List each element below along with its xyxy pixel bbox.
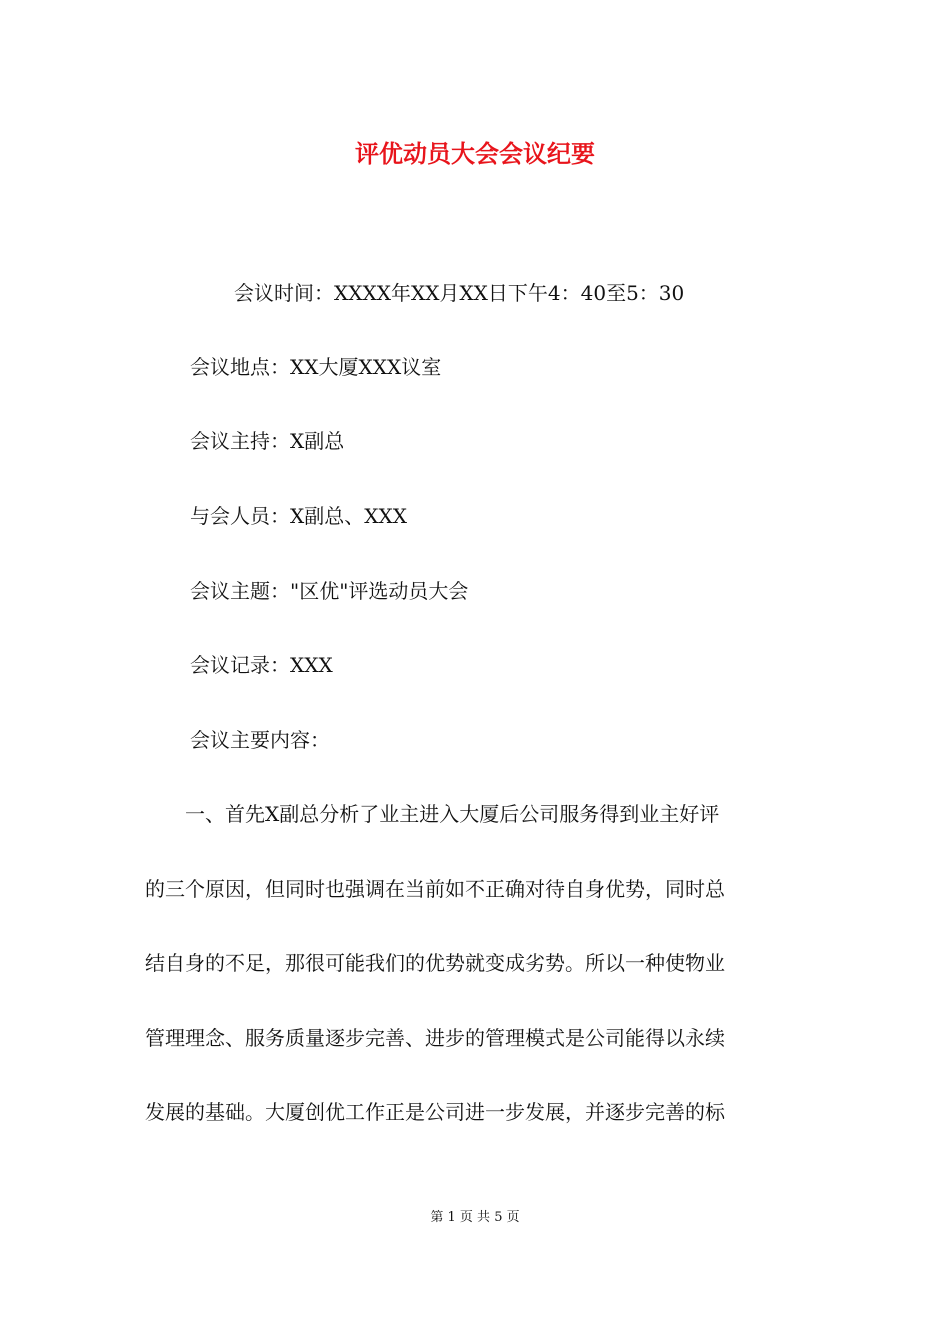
body-line: 管理理念、服务质量逐步完善、进步的管理模式是公司能得以永续 [145, 1026, 725, 1050]
meeting-attendees: 与会人员：X副总、XXX [190, 504, 407, 528]
body-line: 一、首先X副总分析了业主进入大厦后公司服务得到业主好评 [145, 802, 720, 826]
meeting-host: 会议主持：X副总 [190, 429, 345, 453]
meeting-time: 会议时间：XXXX年XX月XX日下午4：40至5：30 [234, 281, 685, 305]
meeting-recorder: 会议记录：XXX [190, 653, 333, 677]
content-heading: 会议主要内容： [190, 728, 330, 752]
body-line: 发展的基础。大厦创优工作正是公司进一步发展，并逐步完善的标 [145, 1100, 725, 1124]
document-title: 评优动员大会会议纪要 [355, 139, 595, 168]
meeting-topic: 会议主题："区优"评选动员大会 [190, 579, 469, 603]
body-line: 的三个原因，但同时也强调在当前如不正确对待自身优势，同时总 [145, 877, 725, 901]
page-footer: 第 1 页 共 5 页 [430, 1210, 520, 1225]
meeting-location: 会议地点：XX大厦XXX议室 [190, 355, 442, 379]
body-line: 结自身的不足，那很可能我们的优势就变成劣势。所以一种使物业 [145, 951, 725, 975]
